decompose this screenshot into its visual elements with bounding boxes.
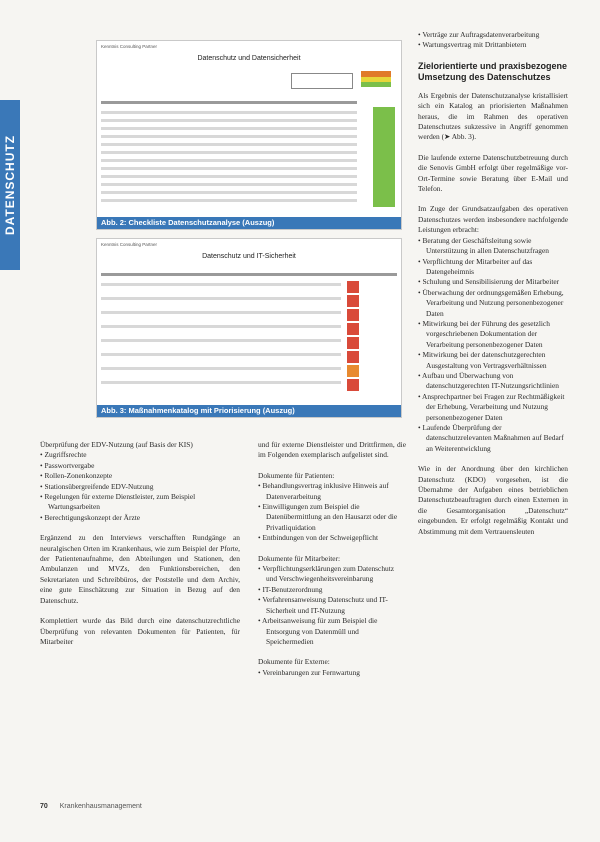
paragraph: Als Ergebnis der Datenschutzanalyse kristallisiert sich ein Katalog an priorisierten Maßnahmen heraus, die im Rahmen des operativen Datenschutzes sukzessive in Angriff genommen werden (➤ Abb. 3). (418, 90, 568, 142)
list-item: • Beratung der Geschäftsleitung sowie Unterstützung in allen Datenschutzfragen (418, 236, 568, 257)
paragraph: Die laufende externe Datenschutzbetreuung durch die Senovis GmbH erfolgt über regelmäßige vor-Ort-Termine sowie Beratung über E-Mail und Telefon. (418, 152, 568, 194)
figure-caption: Abb. 3: Maßnahmenkatalog mit Priorisierung (Auszug) (97, 405, 401, 417)
list-item: • Einwilligungen zum Beispiel die Datenübermittlung an den Hausarzt oder die Privatliquidation (258, 502, 406, 533)
paragraph: Überprüfung der EDV-Nutzung (auf Basis der KIS) (40, 440, 193, 449)
list-item: • Verträge zur Auftragsdatenverarbeitung (418, 30, 568, 40)
figure-measures (96, 238, 402, 418)
list-item: • Laufende Überprüfung der datenschutzrelevanten Maßnahmen auf Bedarf an Weiterentwicklung (418, 423, 568, 454)
section-tab-label: DATENSCHUTZ (3, 134, 17, 236)
text-column-left (40, 440, 240, 657)
list-item: • Schulung und Sensibilisierung der Mitarbeiter (418, 277, 568, 287)
figure-table-image (101, 269, 397, 401)
subheading: Dokumente für Externe: (258, 657, 330, 667)
bullet-list (258, 481, 406, 543)
figure-header: Kenntnis Consulting Partner (101, 242, 158, 247)
list-item: • Berechtigungskonzept der Ärzte (40, 513, 240, 523)
figure-table-image (101, 71, 397, 213)
bullet-list (258, 564, 406, 647)
list-item: • Arbeitsanweisung für zum Beispiel die Entsorgung von Datenmüll und Speichermedien (258, 616, 406, 647)
list-item: • Verpflichtung der Mitarbeiter auf das Datengeheimnis (418, 257, 568, 278)
list-item: • Aufbau und Überwachung von datenschutzgerechten IT-Nutzungsrichtlinien (418, 371, 568, 392)
list-item: • Vereinbarungen zur Fernwartung (258, 668, 406, 678)
journal-name: Krankenhausmanagement (59, 803, 142, 810)
list-item: • Regelungen für externe Dienstleister, zum Beispiel Wartungsarbeiten (40, 492, 240, 513)
list-item: • Passwortvergabe (40, 461, 240, 471)
subheading: Dokumente für Patienten: (258, 470, 335, 480)
figure-checklist (96, 40, 402, 230)
text-column-middle (258, 440, 406, 688)
paragraph: Im Zuge der Grundsatzaufgaben des operativen Datenschutzes werden insbesondere nachfolgende Leistungen erbracht: (418, 204, 568, 235)
paragraph: und für externe Dienstleister und Drittfirmen, die im Folgenden exemplarisch aufgelistet sind. (258, 440, 406, 460)
list-item: • Zugriffsrechte (40, 450, 240, 460)
list-item: • Mitwirkung bei der Führung des gesetzlich vorgeschriebenen Dokumentation der Verarbeitung personenbezogener Daten (418, 319, 568, 350)
list-item: • Mitwirkung bei der datenschutzgerechten Ausgestaltung von Vertragsverhältnissen (418, 350, 568, 371)
figure-title: Datenschutz und IT-Sicherheit (202, 253, 296, 260)
paragraph: Komplettiert wurde das Bild durch eine datenschutzrechtliche Überprüfung von relevanten Dokumenten für Patienten, für Mitarbeiter (40, 616, 240, 646)
text-column-right (418, 30, 568, 547)
list-item: • Rollen-Zonenkonzepte (40, 471, 240, 481)
section-tab (0, 100, 20, 270)
page-number: 70 (40, 803, 48, 810)
paragraph: Wie in der Anordnung über den kirchlichen Datenschutz (KDO) vorgesehen, ist die Übernahme der Aufgaben eines betrieblichen Datenschutzbeauftragten durch einen Externen in die Gesamtorganisation „Datenschutz“ eingebunden. Er erfolgt regelmäßig Kontakt und Abstimmung mit dem Vertrauensleuten (418, 464, 568, 536)
page-footer (40, 803, 142, 810)
subheading: Dokumente für Mitarbeiter: (258, 553, 341, 563)
list-item: • Stationsübergreifende EDV-Nutzung (40, 482, 240, 492)
figure-title: Datenschutz und Datensicherheit (197, 55, 301, 62)
section-heading: Zielorientierte und praxisbezogene Umsetzung des Datenschutzes (418, 60, 568, 82)
bullet-list (40, 450, 240, 523)
list-item: • Überwachung der ordnungsgemäßen Erhebung, Verarbeitung und Nutzung personenbezogener Daten (418, 288, 568, 319)
list-item: • Ansprechpartner bei Fragen zur Rechtmäßigkeit der Erhebung, Verarbeitung und Nutzung personenbezogener Daten (418, 392, 568, 423)
list-item: • Verpflichtungserklärungen zum Datenschutz und Verschwiegenheitsvereinbarung (258, 564, 406, 585)
figure-header: Kenntnis Consulting Partner (101, 44, 158, 49)
bullet-list (418, 236, 568, 455)
bullet-list (258, 668, 406, 678)
list-item: • Wartungsvertrag mit Drittanbietern (418, 40, 568, 50)
figure-caption: Abb. 2: Checkliste Datenschutzanalyse (Auszug) (97, 217, 401, 229)
list-item: • IT-Benutzerordnung (258, 585, 406, 595)
list-item: • Verfahrensanweisung Datenschutz und IT-Sicherheit und IT-Nutzung (258, 595, 406, 616)
bullet-list (418, 30, 568, 51)
list-item: • Behandlungsvertrag inklusive Hinweis auf Datenverarbeitung (258, 481, 406, 502)
paragraph: Ergänzend zu den Interviews verschafften Rundgänge an neuralgischen Orten im Krankenhaus, wie zum Beispiel der Pforte, der Patientenaufnahme, den Abteilungen und Stationen, den Ambulanzen und MVZs, den Funktionsbereichen, den Sekretariaten und Schreibbüros, der Poststelle und dem Archiv, eine gute Einschätzung zur Situation in Bezug auf den Datenschutz. (40, 533, 240, 605)
list-item: • Entbindungen von der Schweigepflicht (258, 533, 406, 543)
